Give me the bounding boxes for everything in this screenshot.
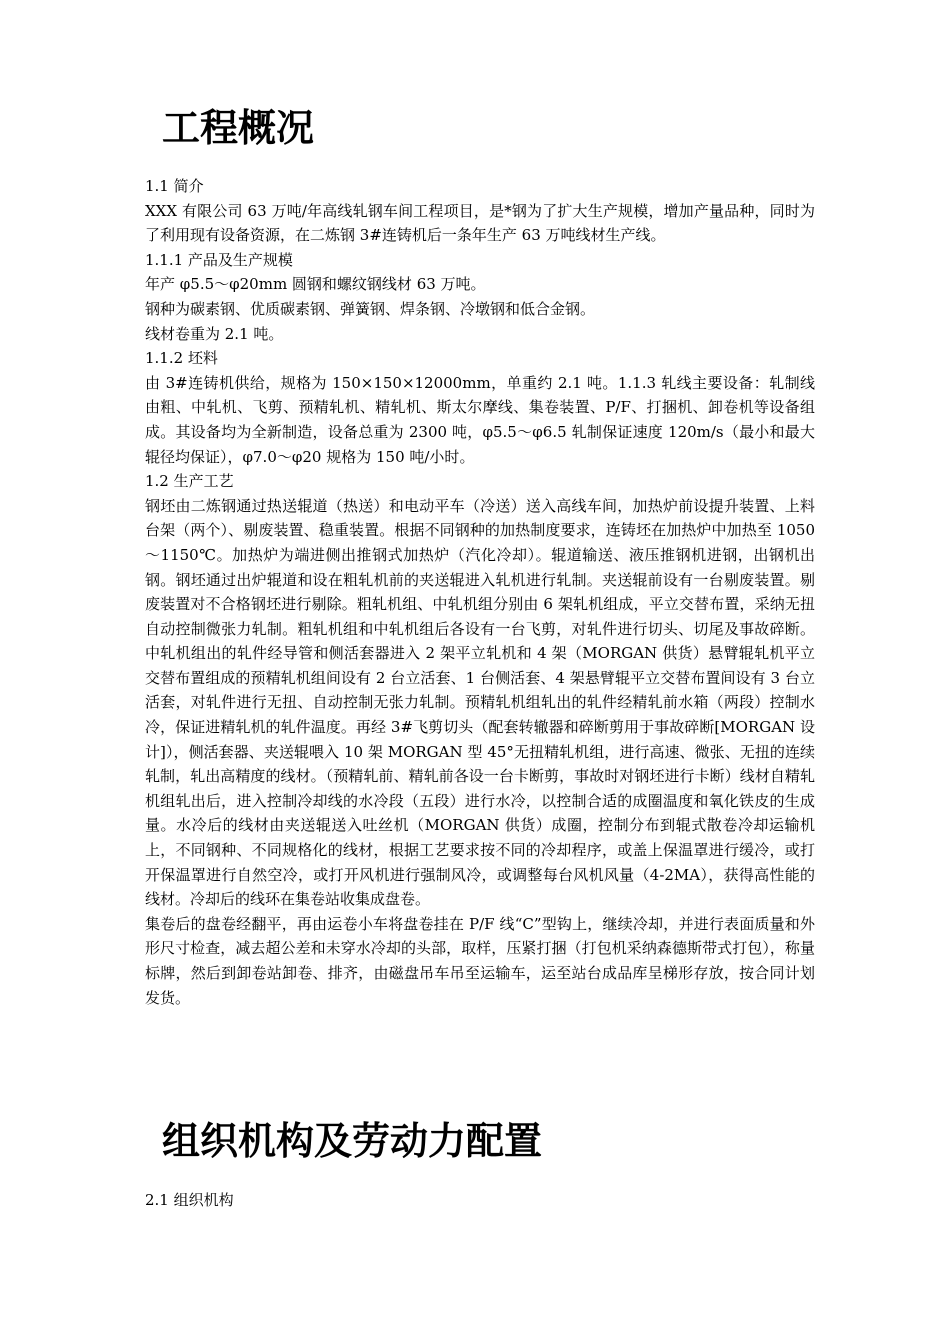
section-heading-organization: 组织机构及劳动力配置 (162, 1119, 543, 1163)
subheading-1-1-2: 1.1.2 坯料 (145, 349, 218, 368)
subheading-1-1: 1.1 简介 (145, 177, 204, 195)
product-line-3: 线材卷重为 2.1 吨。 (145, 324, 284, 343)
product-line-1: 年产 φ5.5～φ20mm 圆钢和螺纹钢线材 63 万吨。 (145, 275, 486, 294)
intro-paragraph: XXX 有限公司 63 万吨/年高线轧钢车间工程项目，是*钢为了扩大生产规模，增加产量品种，同时为了利用现有设备资源，在二炼钢 3#连铸机后一条年生产 63 万吨线材生产线。 (145, 201, 815, 245)
subheading-1-2: 1.2 生产工艺 (145, 472, 234, 491)
process-paragraph-2: 集卷后的盘卷经翻平，再由运卷小车将盘卷挂在 P/F 线“C”型钩上，继续冷却，并进行表面质量和外形尺寸检查，减去超公差和未穿水冷却的头部，取样，压紧打捆（打包机采纳森德斯带式打包），称量标牌，然后到卸卷站卸卷、排齐，由磁盘吊车吊至运输车，运至站台成品库呈梯形存放，按合同计划发货。 (145, 914, 815, 1007)
section-heading-overview: 工程概况 (162, 106, 315, 150)
billet-paragraph: 由 3#连铸机供给，规格为 150×150×12000mm，单重约 2.1 吨。1.1.3 轧线主要设备：轧制线由粗、中轧机、飞剪、预精轧机、精轧机、斯太尔摩线、集卷装置、P/F、打捆机、卸卷机等设备组成。其设备均为全新制造，设备总重为 2300 吨，φ5.5～φ6.5 轧制保证速度 120m/s（最小和最大辊径均保证），φ7.0～φ20 规格为 150 吨/小时。 (145, 373, 815, 466)
process-paragraph-1: 钢坯由二炼钢通过热送辊道（热送）和电动平车（冷送）送入高线车间，加热炉前设提升装置、上料台架（两个）、剔废装置、稳重装置。根据不同钢种的加热制度要求，连铸坯在加热炉中加热至 1050～1150℃。加热炉为端进侧出推钢式加热炉（汽化冷却）。辊道输送、液压推钢机进钢，出钢机出钢。钢坯通过出炉辊道和设在粗轧机前的夹送辊进入轧机进行轧制。夹送辊前设有一台剔废装置。剔废装置对不合格钢坯进行剔除。粗轧机组、中轧机组分别由 6 架轧机组成，平立交替布置，采纳无扭自动控制微张力轧制。粗轧机组和中轧机组后各设有一台飞剪，对轧件进行切头、切尾及事故碎断。中轧机组出的轧件经导管和侧活套器进入 2 架平立轧机和 4 架（MORGAN 供货）悬臂辊轧机平立交替布置组成的预精轧机组间设有 2 台立活套、1 台侧活套、4 架悬臂辊平立交替布置间设有 3 台立活套，对轧件进行无扭、自动控制无张力轧制。预精轧机组轧出的轧件经精轧前水箱（两段）控制水冷，保证进精轧机的轧件温度。再经 3#飞剪切头（配套转辙器和碎断剪用于事故碎断[MORGAN 设计]），侧活套器、夹送辊喂入 10 架 MORGAN 型 45°无扭精轧机组，进行高速、微张、无扭的连续轧制，轧出高精度的线材。（预精轧前、精轧前各设一台卡断剪，事故时对钢坯进行卡断）线材自精轧机组轧出后，进入控制冷却线的水冷段（五段）进行水冷，以控制合适的成圈温度和氧化铁皮的生成量。水冷后的线材由夹送辊送入吐丝机（MORGAN 供货）成圈，控制分布到辊式散卷冷却运输机上，不同钢种、不同规格化的线材，根据工艺要求按不同的冷却程序，或盖上保温罩进行缓冷，或打开保温罩进行自然空冷，或打开风机进行强制风冷，或调整每台风机风量（4-2MA），获得高性能的线材。冷却后的线环在集卷站收集成盘卷。 (145, 496, 815, 909)
organization-body (145, 1188, 815, 1213)
subheading-1-1-1: 1.1.1 产品及生产规模 (145, 250, 293, 269)
overview-body (145, 174, 815, 1010)
subheading-2-1: 2.1 组织机构 (145, 1191, 234, 1209)
product-line-2: 钢种为碳素钢、优质碳素钢、弹簧钢、焊条钢、冷墩钢和低合金钢。 (145, 299, 596, 318)
